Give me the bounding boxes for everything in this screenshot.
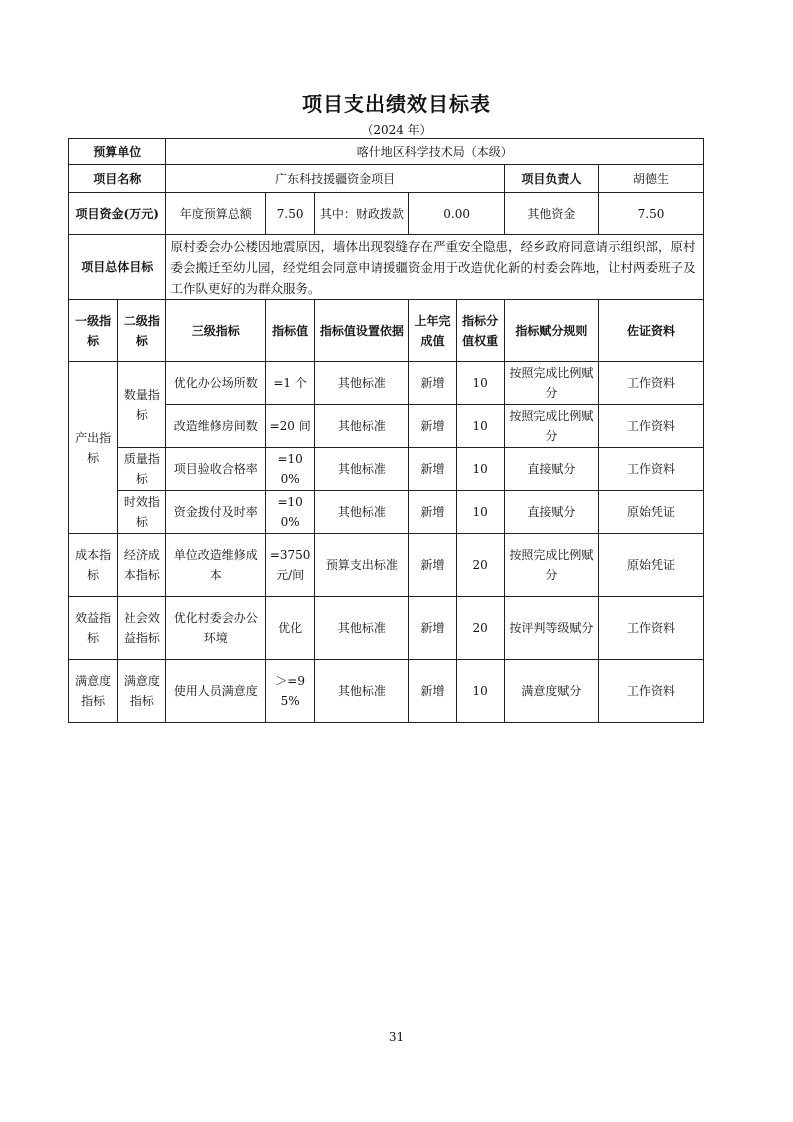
row-value: =100% <box>266 448 315 491</box>
column-header-row <box>69 300 704 362</box>
row-evidence: 原始凭证 <box>598 491 703 534</box>
row-value: =1 个 <box>266 362 315 405</box>
row-weight: 10 <box>456 660 504 723</box>
row-level3: 优化办公场所数 <box>166 362 266 405</box>
other-funds-label: 其他资金 <box>504 193 598 235</box>
year-label: （2024 年） <box>361 123 432 137</box>
row-level3: 项目验收合格率 <box>166 448 266 491</box>
row-value: =20 间 <box>266 405 315 448</box>
project-name-label: 项目名称 <box>69 165 166 193</box>
row-last-year: 新增 <box>409 405 456 448</box>
row-evidence: 工作资料 <box>598 660 703 723</box>
row-evidence: 原始凭证 <box>598 534 703 597</box>
group-cost: 成本指标 <box>69 534 118 597</box>
row-value: =100% <box>266 491 315 534</box>
row-value: ＞=95% <box>266 660 315 723</box>
project-name-row <box>69 165 704 193</box>
project-funds-row <box>69 193 704 235</box>
row-rule: 按照完成比例赋分 <box>504 362 598 405</box>
goal-row <box>69 235 704 300</box>
goal-value: 原村委会办公楼因地震原因，墙体出现裂缝存在严重安全隐患，经乡政府同意请示组织部，原村委会搬迁至幼儿园，经党组会同意申请援疆资金用于改造优化新的村委会阵地，让村两委班子及工作队更好的为群众服务。 <box>166 235 704 300</box>
row-weight: 20 <box>456 534 504 597</box>
page-number: 31 <box>388 1030 405 1044</box>
row-last-year: 新增 <box>409 597 456 660</box>
row-basis: 预算支出标准 <box>315 534 409 597</box>
col-basis: 指标值设置依据 <box>315 300 409 362</box>
table-row <box>69 597 704 660</box>
budget-unit-value: 喀什地区科学技术局（本级） <box>166 139 704 165</box>
project-leader-label: 项目负责人 <box>504 165 598 193</box>
fiscal-value: 0.00 <box>409 193 504 235</box>
group-quantity: 数量指标 <box>118 362 166 448</box>
row-basis: 其他标准 <box>315 448 409 491</box>
row-weight: 10 <box>456 491 504 534</box>
group-timeliness: 时效指标 <box>118 491 166 534</box>
table-row <box>69 534 704 597</box>
budget-unit-row <box>69 139 704 165</box>
row-level3: 单位改造维修成本 <box>166 534 266 597</box>
row-rule: 直接赋分 <box>504 491 598 534</box>
goal-label: 项目总体目标 <box>69 235 166 300</box>
row-evidence: 工作资料 <box>598 448 703 491</box>
col-level1: 一级指标 <box>69 300 118 362</box>
col-level3: 三级指标 <box>166 300 266 362</box>
row-level3: 资金拨付及时率 <box>166 491 266 534</box>
row-weight: 20 <box>456 597 504 660</box>
table-row <box>69 660 704 723</box>
group-satisfaction-sub: 满意度指标 <box>118 660 166 723</box>
row-rule: 按评判等级赋分 <box>504 597 598 660</box>
group-satisfaction: 满意度指标 <box>69 660 118 723</box>
row-weight: 10 <box>456 362 504 405</box>
group-social-benefit: 社会效益指标 <box>118 597 166 660</box>
row-level3: 优化村委会办公环境 <box>166 597 266 660</box>
row-evidence: 工作资料 <box>598 597 703 660</box>
col-evidence: 佐证资料 <box>598 300 703 362</box>
row-last-year: 新增 <box>409 534 456 597</box>
col-rule: 指标赋分规则 <box>504 300 598 362</box>
table-row <box>69 362 704 405</box>
group-output: 产出指标 <box>69 362 118 534</box>
page-title: 项目支出绩效目标表 <box>302 92 491 116</box>
annual-total-value: 7.50 <box>266 193 315 235</box>
table-row <box>69 448 704 491</box>
row-last-year: 新增 <box>409 362 456 405</box>
row-rule: 直接赋分 <box>504 448 598 491</box>
row-weight: 10 <box>456 448 504 491</box>
row-last-year: 新增 <box>409 660 456 723</box>
project-leader-value: 胡德生 <box>598 165 703 193</box>
performance-table <box>68 138 704 723</box>
row-basis: 其他标准 <box>315 405 409 448</box>
row-value: 优化 <box>266 597 315 660</box>
row-rule: 按照完成比例赋分 <box>504 405 598 448</box>
group-quality: 质量指标 <box>118 448 166 491</box>
row-value: =3750 元/间 <box>266 534 315 597</box>
row-level3: 改造维修房间数 <box>166 405 266 448</box>
col-weight: 指标分值权重 <box>456 300 504 362</box>
table-row <box>69 491 704 534</box>
row-basis: 其他标准 <box>315 362 409 405</box>
row-last-year: 新增 <box>409 448 456 491</box>
project-name-value: 广东科技援疆资金项目 <box>166 165 504 193</box>
row-rule: 按照完成比例赋分 <box>504 534 598 597</box>
row-basis: 其他标准 <box>315 597 409 660</box>
other-funds-value: 7.50 <box>598 193 703 235</box>
row-evidence: 工作资料 <box>598 362 703 405</box>
row-weight: 10 <box>456 405 504 448</box>
budget-unit-label: 预算单位 <box>69 139 166 165</box>
row-evidence: 工作资料 <box>598 405 703 448</box>
col-value: 指标值 <box>266 300 315 362</box>
group-benefit: 效益指标 <box>69 597 118 660</box>
row-basis: 其他标准 <box>315 660 409 723</box>
fiscal-label: 其中：财政拨款 <box>315 193 409 235</box>
row-level3: 使用人员满意度 <box>166 660 266 723</box>
row-basis: 其他标准 <box>315 491 409 534</box>
row-rule: 满意度赋分 <box>504 660 598 723</box>
annual-total-label: 年度预算总额 <box>166 193 266 235</box>
row-last-year: 新增 <box>409 491 456 534</box>
col-level2: 二级指标 <box>118 300 166 362</box>
group-economic-cost: 经济成本指标 <box>118 534 166 597</box>
funds-label: 项目资金(万元) <box>69 193 166 235</box>
col-last-year: 上年完成值 <box>409 300 456 362</box>
